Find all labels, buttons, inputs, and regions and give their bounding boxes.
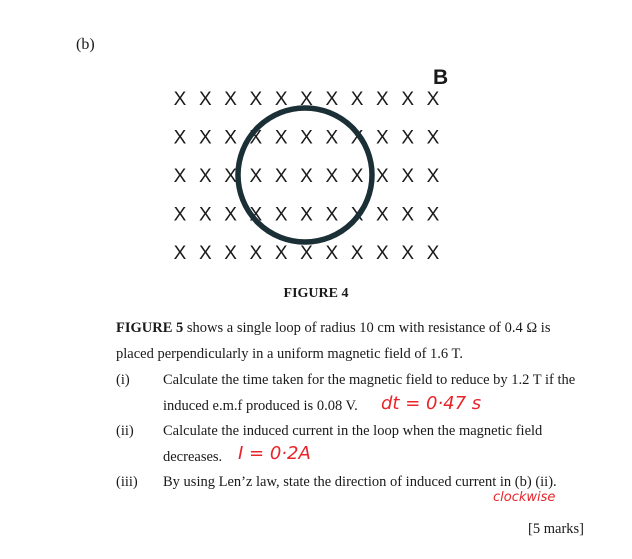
field-cross: X [198,166,212,187]
field-cross: X [376,127,389,149]
field-cross: X [249,127,263,149]
intro-line-2: placed perpendicularly in a uniform magnetic field of 1.6 T. [116,346,463,362]
field-cross: X [173,166,187,187]
field-cross: X [401,89,415,110]
field-cross: X [300,243,313,264]
field-cross: X [224,204,237,226]
field-cross: X [300,204,313,226]
field-cross: X [325,243,339,264]
field-cross: X [198,89,212,110]
part-label: (b) [76,36,95,53]
question-ii-line-2: decreases. [163,449,223,465]
field-cross: X [173,243,187,264]
field-cross: X [274,127,288,149]
handwritten-answer-ii: I = 0·2A [238,443,311,464]
field-cross: X [426,166,440,187]
field-cross: X [426,243,440,264]
field-cross: X [274,243,288,264]
field-cross: X [198,127,212,149]
question-i-line-2: induced e.m.f produced is 0.08 V. [163,398,358,414]
field-cross: X [224,89,237,110]
field-cross: X [401,243,415,264]
field-cross: X [350,89,364,110]
figure-reference: FIGURE 5 [116,320,184,336]
field-cross: X [300,127,313,149]
field-cross: X [224,127,237,149]
question-number-ii: (ii) [116,423,134,439]
field-cross: X [350,166,364,187]
field-cross: X [274,204,288,226]
field-cross: X [224,166,237,187]
field-cross: X [173,127,187,149]
intro-line-1 [116,320,550,337]
field-cross: X [401,127,415,149]
question-number-iii: (iii) [116,474,138,490]
field-cross: X [325,204,339,226]
field-cross: X [376,204,389,226]
question-ii-line-1: Calculate the induced current in the loop when the magnetic field [163,423,543,439]
field-cross: X [249,243,263,264]
field-cross: X [249,166,263,187]
field-cross: X [325,89,339,110]
field-cross: X [173,89,187,110]
field-cross: X [401,166,415,187]
field-cross: X [350,243,364,264]
field-cross: X [350,127,364,149]
field-cross: X [249,89,263,110]
field-cross: X [376,166,389,187]
field-cross: X [376,243,389,264]
field-label-b: B [433,66,449,89]
figure-caption: FIGURE 4 [283,286,349,301]
field-cross: X [350,204,364,226]
field-cross: X [401,204,415,226]
question-number-i: (i) [116,372,130,388]
field-cross: X [325,166,339,187]
field-cross: X [249,204,263,226]
field-cross: X [426,89,440,110]
question-i-line-1: Calculate the time taken for the magnetic field to reduce by 1.2 T if the [163,372,576,388]
field-cross: X [198,204,212,226]
field-cross: X [173,204,187,226]
handwritten-answer-iii: clockwise [493,490,556,505]
handwritten-answer-i: dt = 0·47 s [381,393,482,414]
field-cross: X [426,204,440,226]
marks-text: [5 marks] [528,521,584,537]
marks-label [528,521,584,538]
field-cross: X [325,127,339,149]
field-cross: X [426,127,440,149]
question-iii-line-1: By using Len’z law, state the direction of induced current in (b) (ii). [163,474,557,490]
field-cross: X [274,89,288,110]
field-cross: X [300,166,313,187]
field-cross: X [376,89,389,110]
field-cross-grid [174,89,440,264]
field-cross: X [300,89,313,110]
field-cross: X [274,166,288,187]
field-cross: X [224,243,237,264]
field-cross: X [198,243,212,264]
intro-text-1: shows a single loop of radius 10 cm with resistance of 0.4 Ω is [183,320,551,336]
